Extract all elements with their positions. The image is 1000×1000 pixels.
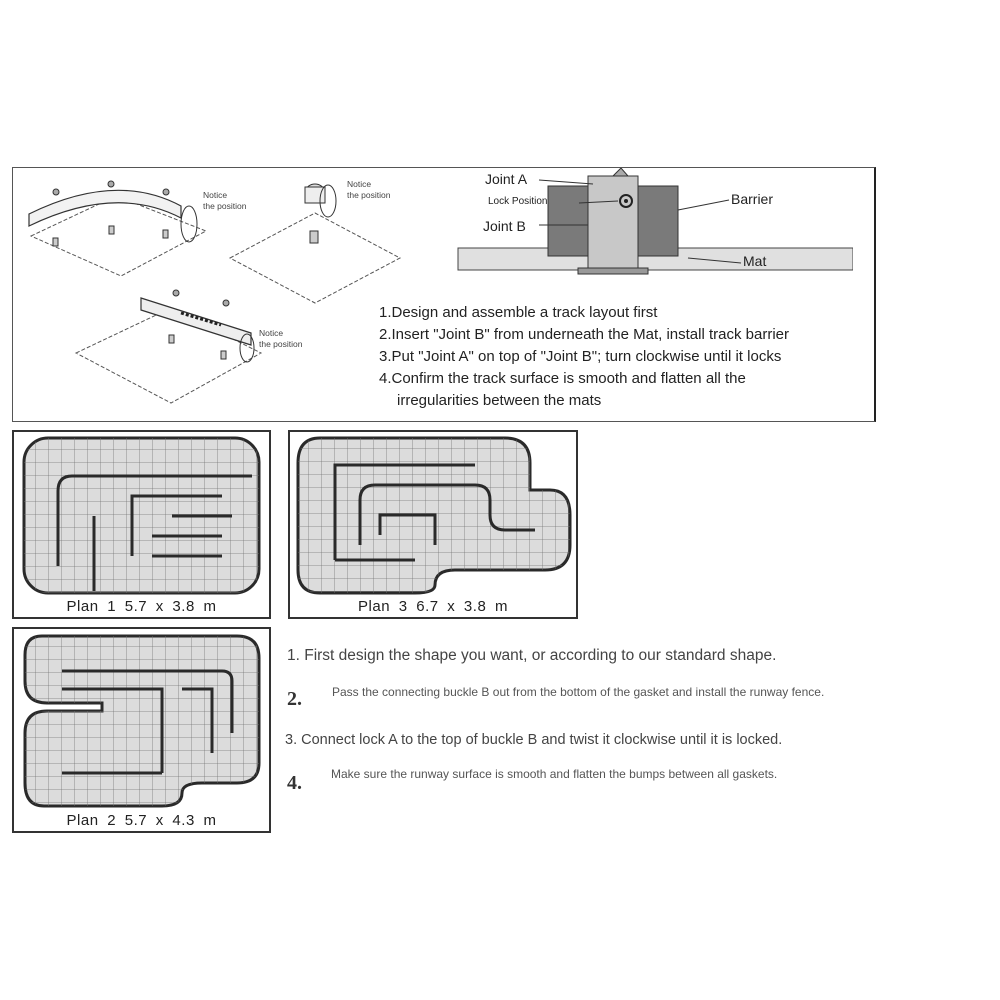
assembly-step-4-cont: irregularities between the mats <box>397 392 602 409</box>
plan-2-card <box>12 627 271 833</box>
plan-3-label: Plan 3 <box>358 598 408 615</box>
plan-2-track-layout <box>22 633 262 809</box>
instruction-2-number: 2. <box>287 688 302 710</box>
instruction-2-text: Pass the connecting buckle B out from the bottom of the gasket and install the runway fence. <box>332 685 825 699</box>
barrier-label: Barrier <box>731 191 774 207</box>
plan-2-size: 5.7 x 4.3 m <box>124 812 217 829</box>
assembly-instructions-panel <box>12 167 876 422</box>
assembly-step-2: 2.Insert "Joint B" from underneath the Mat, install track barrier <box>379 326 789 343</box>
plan-3-card <box>288 430 578 619</box>
plan-1-track-layout <box>22 436 262 596</box>
plan-1-card <box>12 430 271 619</box>
assembly-step-1: 1.Design and assemble a track layout first <box>379 304 658 321</box>
assembly-step-3: 3.Put "Joint A" on top of "Joint B"; turn clockwise until it locks <box>379 348 782 365</box>
instruction-3: 3. Connect lock A to the top of buckle B and twist it clockwise until it is locked. <box>285 732 783 748</box>
curved-barrier-illustration <box>21 176 221 276</box>
plan-2-caption <box>14 812 269 829</box>
mat-label: Mat <box>743 253 767 269</box>
joint-b-label: Joint B <box>483 218 526 234</box>
plan-1-size: 5.7 x 3.8 m <box>124 598 217 615</box>
plan-3-track-layout <box>295 435 575 595</box>
plan-3-size: 6.7 x 3.8 m <box>416 598 508 615</box>
assembly-step-4: 4.Confirm the track surface is smooth and flatten all the <box>379 370 746 387</box>
notice-label-3: Notice the position <box>259 328 303 349</box>
plan-1-label: Plan 1 <box>66 598 117 615</box>
lock-position-label: Lock Position <box>488 196 548 207</box>
instruction-4-number: 4. <box>287 772 302 794</box>
plan-3-caption <box>290 598 576 615</box>
plan-2-label: Plan 2 <box>66 812 117 829</box>
notice-label-1: Notice the position <box>203 190 247 211</box>
instruction-4-text: Make sure the runway surface is smooth and flatten the bumps between all gaskets. <box>331 767 778 781</box>
instruction-1: 1. First design the shape you want, or according to our standard shape. <box>287 647 777 664</box>
straight-barrier-illustration <box>71 283 271 408</box>
assembly-steps-list <box>379 302 789 412</box>
plan-1-caption <box>14 598 269 615</box>
notice-label-2: Notice the position <box>347 179 391 200</box>
joint-a-label: Joint A <box>485 171 528 187</box>
